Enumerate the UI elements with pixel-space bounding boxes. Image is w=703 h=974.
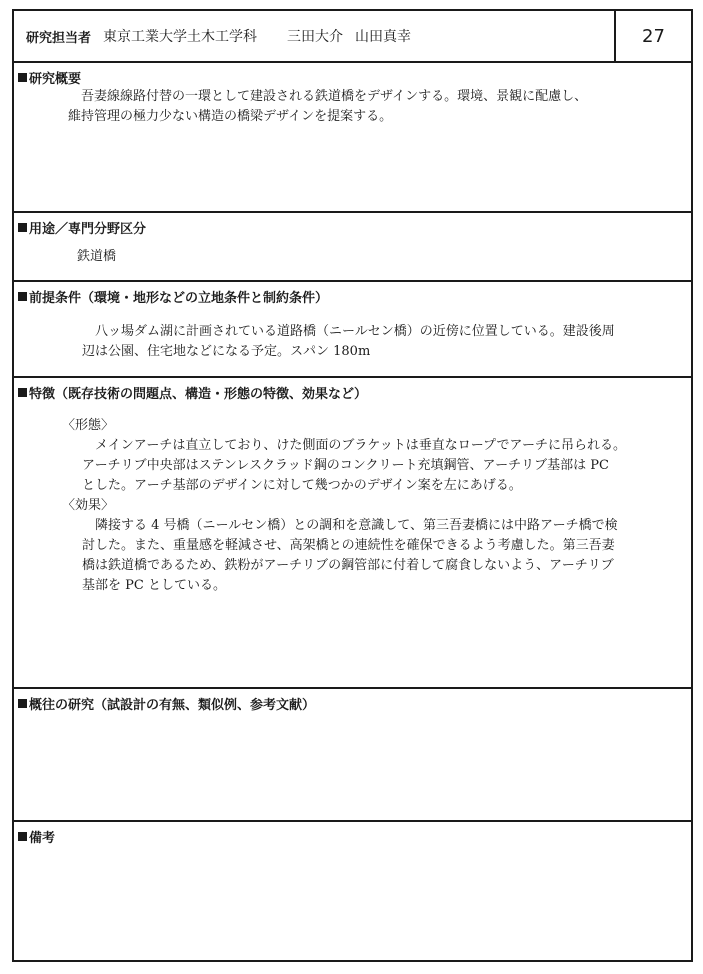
section-features (14, 378, 691, 689)
section-prior-title-text: 概往の研究（試設計の有無、類似例、参考文献） (29, 698, 316, 713)
square-bullet-icon (18, 292, 27, 301)
section-summary (14, 63, 691, 213)
section-usage (14, 213, 691, 282)
conditions-line-2: 辺は公園、住宅地などになる予定。スパン 180m (82, 344, 371, 359)
form-line-2: アーチリブ中央部はステンレスクラッド鋼のコンクリート充填鋼管、アーチリブ基部は PC (82, 458, 609, 473)
project-sheet (12, 9, 693, 962)
section-remarks-title (18, 827, 55, 846)
square-bullet-icon (18, 73, 27, 82)
form-line-3: とした。アーチ基部のデザインに対して幾つかのデザイン案を左にあげる。 (82, 478, 522, 493)
effect-line-3: 橋は鉄道橋であるため、鉄粉がアーチリブの鋼管部に付着して腐食しないよう、アーチリブ (82, 558, 614, 573)
square-bullet-icon (18, 832, 27, 841)
section-usage-title-text: 用途／専門分野区分 (29, 222, 147, 237)
square-bullet-icon (18, 223, 27, 232)
summary-line-2: 維持管理の極力少ない構造の橋梁デザインを提案する。 (68, 109, 393, 124)
researcher-name-2: 山田真幸 (355, 29, 412, 45)
effect-heading: 〈効果〉 (62, 498, 115, 513)
section-summary-title-text: 研究概要 (29, 72, 82, 87)
conditions-line-1: 八ッ場ダム湖に計画されている道路橋（ニールセン橋）の近傍に位置している。建設後周 (95, 324, 615, 339)
section-remarks (14, 822, 691, 960)
section-usage-title (18, 218, 146, 237)
section-prior-research (14, 689, 691, 822)
section-remarks-title-text: 備考 (29, 831, 56, 846)
sheet-number: 27 (642, 25, 665, 47)
summary-line-1: 吾妻線線路付替の一環として建設される鉄道橋をデザインする。環境、景観に配慮し、 (81, 89, 588, 104)
form-line-1: メインアーチは直立しており、けた側面のブラケットは垂直なロープでアーチに吊られる。 (95, 438, 627, 453)
square-bullet-icon (18, 699, 27, 708)
conditions-text (82, 322, 615, 362)
usage-text: 鉄道橋 (77, 249, 117, 264)
section-conditions (14, 282, 691, 378)
effect-text (82, 516, 618, 596)
section-conditions-title (18, 287, 328, 306)
form-heading: 〈形態〉 (62, 418, 115, 433)
section-conditions-title-text: 前提条件（環境・地形などの立地条件と制約条件） (29, 291, 329, 306)
section-features-title (18, 383, 367, 402)
form-text (82, 436, 626, 496)
header-row (14, 11, 691, 63)
section-prior-title (18, 694, 315, 713)
effect-line-2: 討した。また、重量感を軽減させ、高架橋との連続性を確保できるよう考慮した。第三吾妻 (82, 538, 615, 553)
effect-line-1: 隣接する 4 号橋（ニールセン橋）との調和を意識して、第三吾妻橋には中路アーチ橋で検 (95, 518, 618, 533)
square-bullet-icon (18, 388, 27, 397)
summary-text (68, 87, 587, 127)
section-features-title-text: 特徴（既存技術の問題点、構造・形態の特徴、効果など） (29, 387, 368, 402)
effect-line-4: 基部を PC としている。 (82, 578, 226, 593)
affiliation: 東京工業大学土木工学科 (103, 29, 258, 45)
researcher-cell (14, 11, 616, 61)
section-summary-title (18, 68, 81, 87)
researcher-name-1: 三田大介 (287, 29, 344, 45)
researcher-label: 研究担当者 (26, 30, 92, 46)
